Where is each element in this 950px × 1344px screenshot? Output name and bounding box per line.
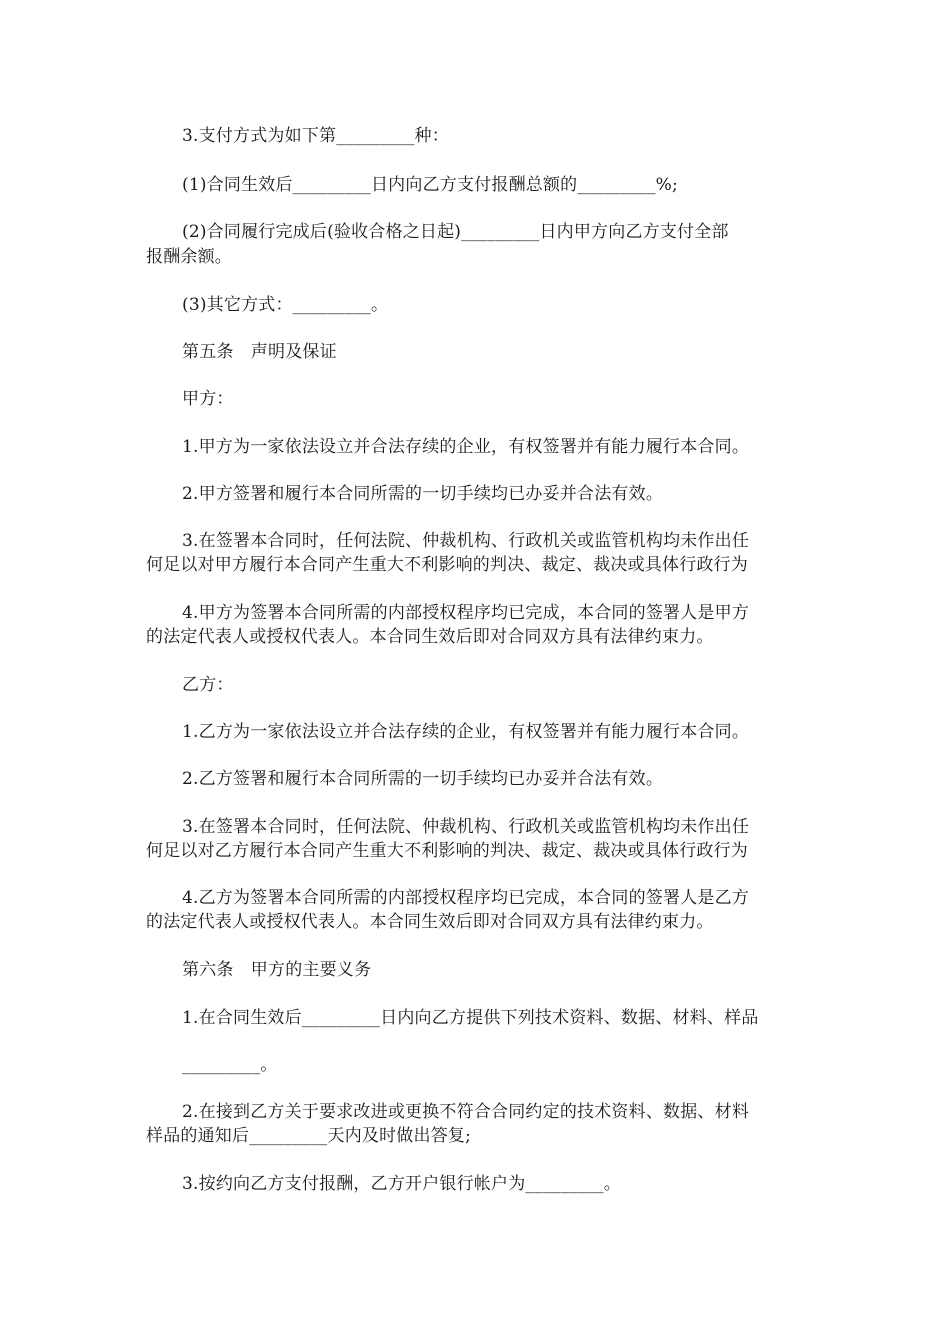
payment-option-2-line-1: (2)合同履行完成后(验收合格之日起)_________日内甲方向乙方支付全部 xyxy=(182,222,729,242)
payment-method-clause: 3.支付方式为如下第_________种： xyxy=(182,126,449,146)
payment-option-2-line-2: 报酬余额。 xyxy=(146,247,232,267)
party-b-item-2: 2.乙方签署和履行本合同所需的一切手续均已办妥并合法有效。 xyxy=(182,769,664,789)
party-a-label: 甲方： xyxy=(182,389,234,409)
obligation-item-2-line-1: 2.在接到乙方关于要求改进或更换不符合合同约定的技术资料、数据、材料 xyxy=(182,1102,750,1122)
obligation-item-3: 3.按约向乙方支付报酬，乙方开户银行帐户为_________。 xyxy=(182,1174,621,1194)
party-a-item-3-line-1: 3.在签署本合同时，任何法院、仲裁机构、行政机关或监管机构均未作出任 xyxy=(182,531,750,551)
party-a-item-4-line-1: 4.甲方为签署本合同所需的内部授权程序均已完成，本合同的签署人是甲方 xyxy=(182,603,750,623)
payment-option-3: (3)其它方式：_________。 xyxy=(182,295,389,315)
obligation-item-1-line-2: _________。 xyxy=(182,1055,278,1075)
party-b-item-3-line-2: 何足以对乙方履行本合同产生重大不利影响的判决、裁定、裁决或具体行政行为 xyxy=(146,841,748,861)
party-a-item-2: 2.甲方签署和履行本合同所需的一切手续均已办妥并合法有效。 xyxy=(182,484,664,504)
obligation-item-1-line-1: 1.在合同生效后_________日内向乙方提供下列技术资料、数据、材料、样品 xyxy=(182,1008,759,1028)
party-a-item-1: 1.甲方为一家依法设立并合法存续的企业，有权签署并有能力履行本合同。 xyxy=(182,437,750,457)
obligation-item-2-line-2: 样品的通知后_________天内及时做出答复; xyxy=(146,1126,472,1146)
party-a-item-4-line-2: 的法定代表人或授权代表人。本合同生效后即对合同双方具有法律约束力。 xyxy=(146,627,714,647)
party-b-item-4-line-1: 4.乙方为签署本合同所需的内部授权程序均已完成，本合同的签署人是乙方 xyxy=(182,888,750,908)
party-a-item-3-line-2: 何足以对甲方履行本合同产生重大不利影响的判决、裁定、裁决或具体行政行为 xyxy=(146,555,748,575)
party-b-label: 乙方： xyxy=(182,675,234,695)
party-b-item-3-line-1: 3.在签署本合同时，任何法院、仲裁机构、行政机关或监管机构均未作出任 xyxy=(182,817,750,837)
payment-option-1: (1)合同生效后_________日内向乙方支付报酬总额的_________%; xyxy=(182,175,678,195)
party-b-item-1: 1.乙方为一家依法设立并合法存续的企业，有权签署并有能力履行本合同。 xyxy=(182,722,750,742)
party-b-item-4-line-2: 的法定代表人或授权代表人。本合同生效后即对合同双方具有法律约束力。 xyxy=(146,912,714,932)
article-6-heading: 第六条 甲方的主要义务 xyxy=(182,960,372,980)
article-5-heading: 第五条 声明及保证 xyxy=(182,342,337,362)
